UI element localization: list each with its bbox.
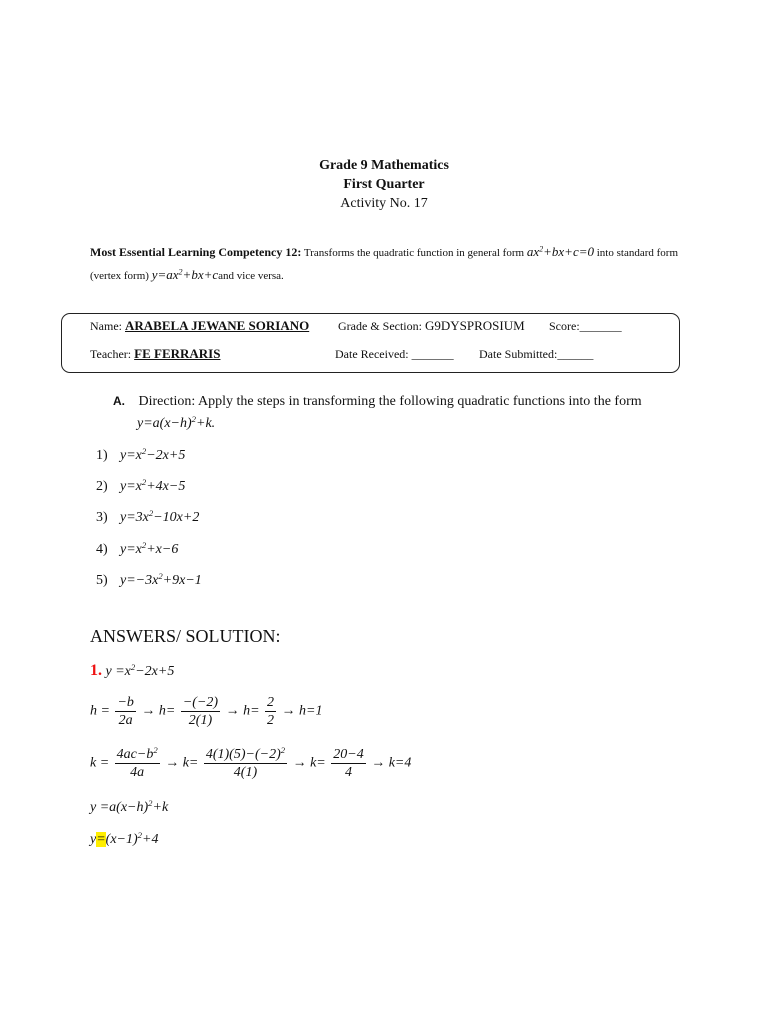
melc-text-3: and vice versa. <box>218 270 284 282</box>
name-field <box>90 318 309 334</box>
answers-title: ANSWERS/ SOLUTION: <box>90 626 281 646</box>
vertex-form-general: $y =a(x-h)^2+k$ <box>90 798 169 815</box>
list-item: 4) $y=x^2+x-6$ <box>96 540 179 557</box>
grade-section-field <box>338 318 525 334</box>
vertex-form: $y=a(x-h)^2+k$. <box>137 414 216 431</box>
score-field: Score:_______ <box>549 319 622 333</box>
date-submitted-field: Date Submitted:______ <box>479 347 594 361</box>
answer-1-problem: 1. $y =x^2-2x+5$ <box>90 662 175 679</box>
date-received-field: Date Received: _______ <box>335 347 454 361</box>
standard-form: $y=ax^2+bx+c$ <box>151 267 219 282</box>
direction-text: Direction: Apply the steps in transforming the following quadratic functions into the form <box>138 394 642 409</box>
grade-label: Grade & Section: <box>338 319 422 333</box>
h-solution: h = $\frac{-b}{2a}$ → h= $\frac{-(-2)}{2(1)}$ → h= $\frac{2}{2}$ → h=1 <box>90 695 323 728</box>
list-item: 2) $y=x^2+4x-5$ <box>96 477 186 494</box>
k-solution: k = $\frac{4ac-b^2}{4a}$ → k= $\frac{4(1)(5)-(-2)^2}{4(1)}$ → k= $\frac{20-4}{4}$ → k=4 <box>90 745 412 780</box>
section-letter: A. <box>113 394 125 408</box>
name-label: Name: <box>90 319 122 333</box>
direction-line <box>113 394 642 410</box>
highlighted-equals: = <box>96 832 106 847</box>
teacher-field <box>90 346 220 362</box>
final-answer: $y=(x-1)^2+4$ <box>90 830 159 847</box>
melc-label: Most Essential Learning Competency 12: <box>90 245 302 259</box>
grade-value: G9DYSPROSIUM <box>424 318 525 333</box>
teacher-value: FE FERRARIS <box>134 346 221 361</box>
document-header <box>0 156 768 213</box>
quarter-title: First Quarter <box>343 177 425 192</box>
list-item: 3) $y=3x^2-10x+2$ <box>96 508 200 525</box>
answer-number: 1. <box>90 662 102 679</box>
subject-title: Grade 9 Mathematics <box>319 158 449 173</box>
list-item: 1) $y=x^2-2x+5$ <box>96 446 186 463</box>
name-value: ARABELA JEWANE SORIANO <box>125 318 310 333</box>
teacher-label: Teacher: <box>90 347 132 361</box>
activity-number: Activity No. 17 <box>340 196 428 211</box>
melc-paragraph <box>90 241 678 287</box>
general-form: $ax^2+bx+c=0$ <box>526 244 594 259</box>
melc-text-2: into standard form (vertex form) <box>90 247 679 282</box>
melc-text-1: Transforms the quadratic function in general form <box>303 247 525 259</box>
list-item: 5) $y=-3x^2+9x-1$ <box>96 571 202 588</box>
